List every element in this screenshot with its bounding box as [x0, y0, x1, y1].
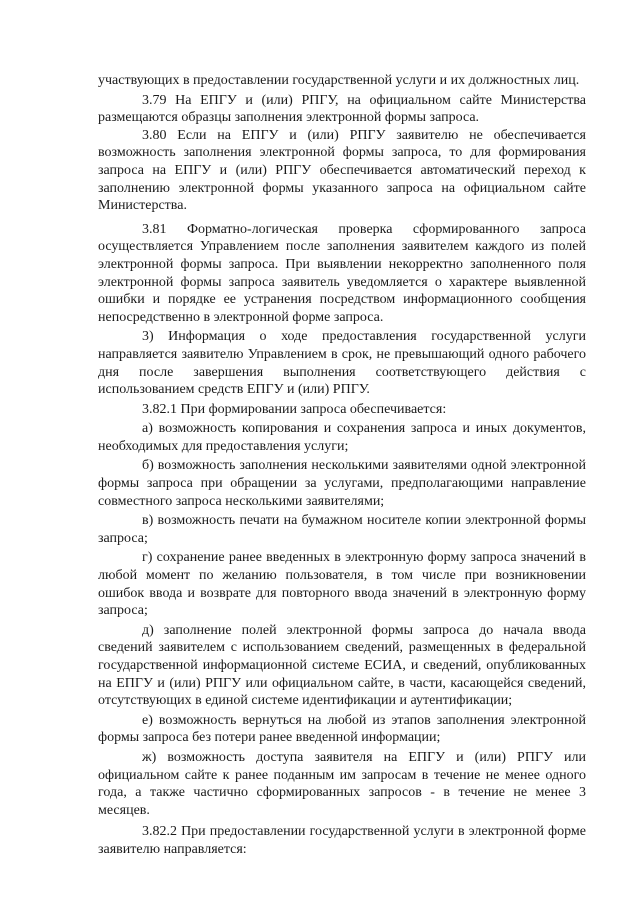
paragraph-3-82-2: 3.82.2 При предоставлении государственной услуги в электронной форме заявителю направляется:: [98, 824, 586, 857]
list-item-a: а) возможность копирования и сохранения запроса и иных документов, необходимых для предоставления услуги;: [98, 421, 586, 454]
list-item-zh: ж) возможность доступа заявителя на ЕПГУ и (или) РПГУ или официальном сайте к ранее поданным им запросам в течение не менее одного года, а также частично сформированных запросов - в течение не менее 3 месяцев.: [98, 749, 586, 818]
paragraph-3-79: 3.79 На ЕПГУ и (или) РПГУ, на официальном сайте Министерства размещаются образцы заполнения электронной формы запроса.: [98, 92, 586, 126]
paragraph-3-80: 3.80 Если на ЕПГУ и (или) РПГУ заявителю не обеспечивается возможность заполнения электронной формы запроса, то для формирования запроса на ЕПГУ и (или) РПГУ обеспечивается автоматический переход к заполнению электронной формы указанного запроса на официальном сайте Министерства.: [98, 127, 586, 214]
paragraph-continuation: участвующих в предоставлении государственной услуги и их должностных лиц.: [98, 73, 580, 88]
paragraph-3-82-1: 3.82.1 При формировании запроса обеспечивается:: [142, 401, 447, 417]
list-item-b: б) возможность заполнения несколькими заявителями одной электронной формы запроса при обращении за услугами, предполагающими направление совместного запроса несколькими заявителями;: [98, 458, 586, 509]
paragraph-item-3: 3) Информация о ходе предоставления государственной услуги направляется заявителю Управлением в срок, не превышающий одного рабочего дня после завершения выполнения соответствующего действия с использованием средств ЕПГУ и (или) РПГУ.: [98, 329, 586, 398]
list-item-d: д) заполнение полей электронной формы запроса до начала ввода сведений заявителем с использованием сведений, размещенных в федеральной государственной информационной системе ЕСИА, и сведений, опубликованных на ЕПГУ и (или) РПГУ или официальном сайте, в части, касающейся сведений, отсутствующих в единой системе идентификации и аутентификации;: [98, 622, 586, 709]
list-item-g: г) сохранение ранее введенных в электронную форму запроса значений в любой момент по желанию пользователя, в том числе при возникновении ошибок ввода и возврате для повторного ввода значений в электронную форму запроса;: [98, 550, 586, 619]
list-item-v: в) возможность печати на бумажном носителе копии электронной формы запроса;: [98, 513, 586, 546]
list-item-e: е) возможность вернуться на любой из этапов заполнения электронной формы запроса без потери ранее введенной информации;: [98, 712, 586, 746]
paragraph-3-81: 3.81 Форматно-логическая проверка сформированного запроса осуществляется Управлением после заполнения заявителем каждого из полей электронной формы запроса. При выявлении некорректно заполненного поля электронной формы запроса заявитель уведомляется о характере выявленной ошибки и порядке ее устранения посредством информационного сообщения непосредственно в электронной форме запроса.: [98, 221, 586, 325]
page-body: [98, 72, 586, 861]
